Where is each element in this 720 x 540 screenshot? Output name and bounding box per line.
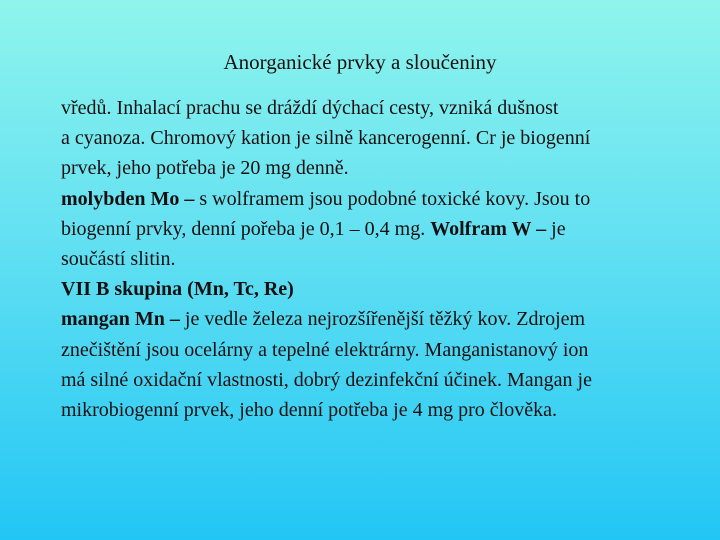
bold-term: VII B skupina (Mn, Tc, Re) bbox=[61, 278, 294, 301]
body-line bbox=[61, 153, 711, 183]
body-text-segment: prvek, jeho potřeba je 20 mg denně. bbox=[61, 157, 349, 180]
body-line bbox=[61, 395, 711, 425]
body-text-segment: a cyanoza. Chromový kation je silně kancerogenní. Cr je biogenní bbox=[61, 127, 591, 150]
body-text-segment: znečištění jsou ocelárny a tepelné elektrárny. Manganistanový ion bbox=[61, 338, 589, 361]
bold-term: mangan Mn – bbox=[61, 308, 185, 331]
body-line bbox=[61, 184, 711, 214]
slide-body bbox=[61, 93, 711, 425]
body-text-segment: součástí slitin. bbox=[61, 248, 176, 271]
body-text-segment: vředů. Inhalací prachu se dráždí dýchací cesty, vzniká dušnost bbox=[61, 97, 559, 119]
body-text-segment: s wolframem jsou podobné toxické kovy. Jsou to bbox=[199, 187, 591, 210]
body-line bbox=[61, 244, 711, 274]
body-text-segment: je bbox=[551, 217, 566, 240]
body-text-segment: mikrobiogenní prvek, jeho denní potřeba je 4 mg pro člověka. bbox=[61, 399, 557, 422]
bold-term: Wolfram W – bbox=[430, 217, 552, 240]
body-line bbox=[61, 274, 711, 304]
slide-title: Anorganické prvky a sloučeniny bbox=[223, 50, 497, 74]
body-text-segment: biogenní prvky, denní pořeba je 0,1 – 0,4 mg. bbox=[61, 217, 431, 240]
body-line bbox=[61, 304, 711, 334]
body-text-segment: je vedle železa nejrozšířenější těžký kov. Zdrojem bbox=[184, 308, 586, 331]
body-line bbox=[61, 365, 711, 395]
body-line bbox=[61, 214, 711, 244]
bold-term: molybden Mo – bbox=[61, 187, 200, 210]
body-line bbox=[61, 123, 711, 153]
body-line bbox=[61, 93, 711, 123]
body-line bbox=[61, 335, 711, 365]
body-text-segment: má silné oxidační vlastnosti, dobrý dezinfekční účinek. Mangan je bbox=[61, 368, 592, 391]
